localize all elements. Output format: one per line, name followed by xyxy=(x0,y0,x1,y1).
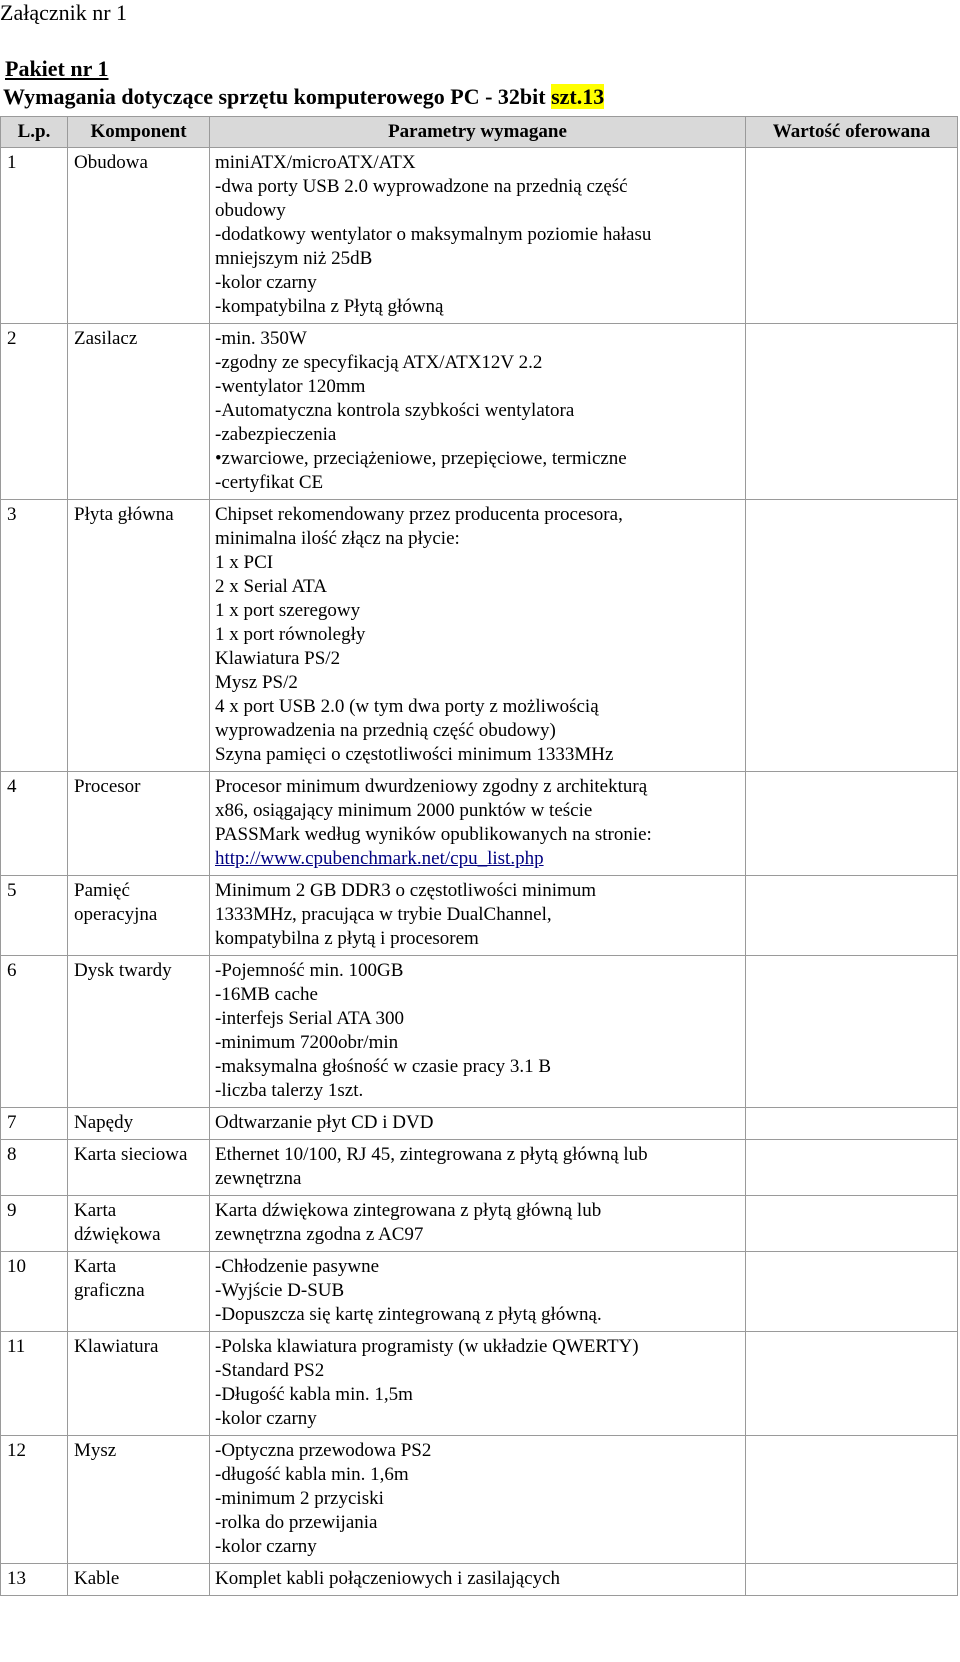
row-number: 2 xyxy=(1,324,68,500)
requirements-table xyxy=(0,116,958,1596)
component-name: Karta sieciowa xyxy=(68,1140,210,1196)
parameter-line: Szyna pamięci o częstotliwości minimum 1333MHz xyxy=(215,744,614,765)
required-parameters xyxy=(210,1196,746,1252)
parameter-line: -Długość kabla min. 1,5m xyxy=(215,1384,413,1405)
required-parameters xyxy=(210,772,746,876)
parameter-line: -wentylator 120mm xyxy=(215,376,366,397)
table-row xyxy=(1,1196,958,1252)
parameter-line: •zwarciowe, przeciążeniowe, przepięciowe, termiczne xyxy=(215,448,627,469)
component-name: Mysz xyxy=(68,1436,210,1564)
table-row xyxy=(1,1564,958,1596)
offered-value-cell[interactable] xyxy=(746,1196,958,1252)
parameter-line: 1333MHz, pracująca w trybie DualChannel, xyxy=(215,904,552,925)
parameter-line: -kompatybilna z Płytą główną xyxy=(215,296,444,317)
parameter-line: PASSMark według wyników opublikowanych na stronie: xyxy=(215,824,652,845)
component-name: Klawiatura xyxy=(68,1332,210,1436)
table-row xyxy=(1,324,958,500)
parameter-line: -minimum 2 przyciski xyxy=(215,1488,384,1509)
parameter-line: 4 x port USB 2.0 (w tym dwa porty z możliwością xyxy=(215,696,599,717)
parameter-line: -maksymalna głośność w czasie pracy 3.1 B xyxy=(215,1056,552,1077)
parameter-line: Procesor minimum dwurdzeniowy zgodny z architekturą xyxy=(215,776,648,797)
component-name-line: Karta xyxy=(74,1256,117,1277)
parameter-line: mniejszym niż 25dB xyxy=(215,248,373,269)
component-name xyxy=(68,876,210,956)
parameter-line: minimalna ilość złącz na płycie: xyxy=(215,528,460,549)
required-parameters xyxy=(210,148,746,324)
required-parameters xyxy=(210,500,746,772)
parameter-line: obudowy xyxy=(215,200,286,221)
row-number: 12 xyxy=(1,1436,68,1564)
table-row xyxy=(1,1108,958,1140)
parameter-line: Odtwarzanie płyt CD i DVD xyxy=(215,1112,434,1133)
offered-value-cell[interactable] xyxy=(746,1108,958,1140)
parameter-line: Ethernet 10/100, RJ 45, zintegrowana z płytą główną lub xyxy=(215,1144,648,1165)
required-parameters xyxy=(210,1332,746,1436)
benchmark-link[interactable]: http://www.cpubenchmark.net/cpu_list.php xyxy=(215,848,544,869)
offered-value-cell[interactable] xyxy=(746,1564,958,1596)
parameter-line: Chipset rekomendowany przez producenta procesora, xyxy=(215,504,623,525)
row-number: 3 xyxy=(1,500,68,772)
parameter-line: -zgodny ze specyfikacją ATX/ATX12V 2.2 xyxy=(215,352,543,373)
offered-value-cell[interactable] xyxy=(746,876,958,956)
component-name: Kable xyxy=(68,1564,210,1596)
parameter-line: 1 x PCI xyxy=(215,552,274,573)
parameter-line: -kolor czarny xyxy=(215,272,317,293)
offered-value-cell[interactable] xyxy=(746,500,958,772)
column-header-component: Komponent xyxy=(68,117,210,148)
parameter-line: -Polska klawiatura programisty (w układzie QWERTY) xyxy=(215,1336,639,1357)
row-number: 7 xyxy=(1,1108,68,1140)
table-row xyxy=(1,1332,958,1436)
component-name: Procesor xyxy=(68,772,210,876)
parameter-line: wyprowadzenia na przednią część obudowy) xyxy=(215,720,556,741)
parameter-line: Klawiatura PS/2 xyxy=(215,648,341,669)
attachment-title: Załącznik nr 1 xyxy=(0,0,128,25)
component-name: Dysk twardy xyxy=(68,956,210,1108)
component-name-line: dźwiękowa xyxy=(74,1224,161,1245)
requirements-heading xyxy=(3,84,604,110)
offered-value-cell[interactable] xyxy=(746,324,958,500)
component-name: Napędy xyxy=(68,1108,210,1140)
component-name: Zasilacz xyxy=(68,324,210,500)
parameter-line: -Pojemność min. 100GB xyxy=(215,960,404,981)
parameter-line: -16MB cache xyxy=(215,984,318,1005)
table-row xyxy=(1,1140,958,1196)
table-row xyxy=(1,500,958,772)
parameter-line: Karta dźwiękowa zintegrowana z płytą główną lub xyxy=(215,1200,602,1221)
row-number: 4 xyxy=(1,772,68,876)
column-header-params: Parametry wymagane xyxy=(210,117,746,148)
required-parameters xyxy=(210,956,746,1108)
offered-value-cell[interactable] xyxy=(746,1332,958,1436)
component-name-line: operacyjna xyxy=(74,904,158,925)
table-row xyxy=(1,772,958,876)
row-number: 9 xyxy=(1,1196,68,1252)
table-row xyxy=(1,1252,958,1332)
table-row xyxy=(1,956,958,1108)
parameter-line: -certyfikat CE xyxy=(215,472,324,493)
parameter-line: 1 x port równoległy xyxy=(215,624,366,645)
offered-value-cell[interactable] xyxy=(746,1252,958,1332)
parameter-line: Minimum 2 GB DDR3 o częstotliwości minimum xyxy=(215,880,597,901)
row-number: 8 xyxy=(1,1140,68,1196)
parameter-line: Komplet kabli połączeniowych i zasilających xyxy=(215,1568,561,1589)
column-header-value: Wartość oferowana xyxy=(746,117,958,148)
parameter-line: -interfejs Serial ATA 300 xyxy=(215,1008,404,1029)
table-body xyxy=(1,148,958,1596)
parameter-line: -dwa porty USB 2.0 wyprowadzone na przednią część xyxy=(215,176,628,197)
parameter-line: -zabezpieczenia xyxy=(215,424,337,445)
table-row xyxy=(1,1436,958,1564)
required-parameters xyxy=(210,324,746,500)
parameter-line: -Chłodzenie pasywne xyxy=(215,1256,380,1277)
offered-value-cell[interactable] xyxy=(746,1140,958,1196)
offered-value-cell[interactable] xyxy=(746,148,958,324)
component-name-line: Karta xyxy=(74,1200,117,1221)
parameter-line: -Automatyczna kontrola szybkości wentylatora xyxy=(215,400,575,421)
required-parameters xyxy=(210,876,746,956)
parameter-line: -kolor czarny xyxy=(215,1536,317,1557)
row-number: 1 xyxy=(1,148,68,324)
parameter-line: Mysz PS/2 xyxy=(215,672,298,693)
table-row xyxy=(1,148,958,324)
table-row xyxy=(1,876,958,956)
parameter-line: zewnętrzna xyxy=(215,1168,302,1189)
offered-value-cell[interactable] xyxy=(746,1436,958,1564)
parameter-line: -Dopuszcza się kartę zintegrowaną z płytą główną. xyxy=(215,1304,602,1325)
component-name: Obudowa xyxy=(68,148,210,324)
required-parameters xyxy=(210,1108,746,1140)
parameter-line: -min. 350W xyxy=(215,328,307,349)
component-name: Płyta główna xyxy=(68,500,210,772)
parameter-line: -długość kabla min. 1,6m xyxy=(215,1464,409,1485)
row-number: 6 xyxy=(1,956,68,1108)
parameter-line: kompatybilna z płytą i procesorem xyxy=(215,928,479,949)
required-parameters xyxy=(210,1140,746,1196)
component-name-line: Pamięć xyxy=(74,880,130,901)
offered-value-cell[interactable] xyxy=(746,772,958,876)
parameter-line: -minimum 7200obr/min xyxy=(215,1032,399,1053)
row-number: 10 xyxy=(1,1252,68,1332)
parameter-line: -Wyjście D-SUB xyxy=(215,1280,345,1301)
required-parameters xyxy=(210,1564,746,1596)
offered-value-cell[interactable] xyxy=(746,956,958,1108)
parameter-line: 2 x Serial ATA xyxy=(215,576,327,597)
parameter-line: -rolka do przewijania xyxy=(215,1512,378,1533)
parameter-line: -dodatkowy wentylator o maksymalnym poziomie hałasu xyxy=(215,224,652,245)
parameter-line: -kolor czarny xyxy=(215,1408,317,1429)
parameter-line: -liczba talerzy 1szt. xyxy=(215,1080,364,1101)
parameter-line: zewnętrzna zgodna z AC97 xyxy=(215,1224,424,1245)
row-number: 5 xyxy=(1,876,68,956)
component-name xyxy=(68,1196,210,1252)
requirements-text: Wymagania dotyczące sprzętu komputerowego PC - 32bit xyxy=(3,84,552,109)
package-title: Pakiet nr 1 xyxy=(5,56,109,81)
component-name-line: graficzna xyxy=(74,1280,145,1301)
column-header-lp: L.p. xyxy=(1,117,68,148)
parameter-line: 1 x port szeregowy xyxy=(215,600,361,621)
row-number: 11 xyxy=(1,1332,68,1436)
parameter-line: x86, osiągający minimum 2000 punktów w teście xyxy=(215,800,593,821)
quantity-highlight: szt.13 xyxy=(551,84,605,109)
row-number: 13 xyxy=(1,1564,68,1596)
required-parameters xyxy=(210,1252,746,1332)
component-name xyxy=(68,1252,210,1332)
parameter-line: -Standard PS2 xyxy=(215,1360,325,1381)
parameter-line: miniATX/microATX/ATX xyxy=(215,152,416,173)
required-parameters xyxy=(210,1436,746,1564)
parameter-line: -Optyczna przewodowa PS2 xyxy=(215,1440,432,1461)
table-header-row xyxy=(1,117,958,148)
